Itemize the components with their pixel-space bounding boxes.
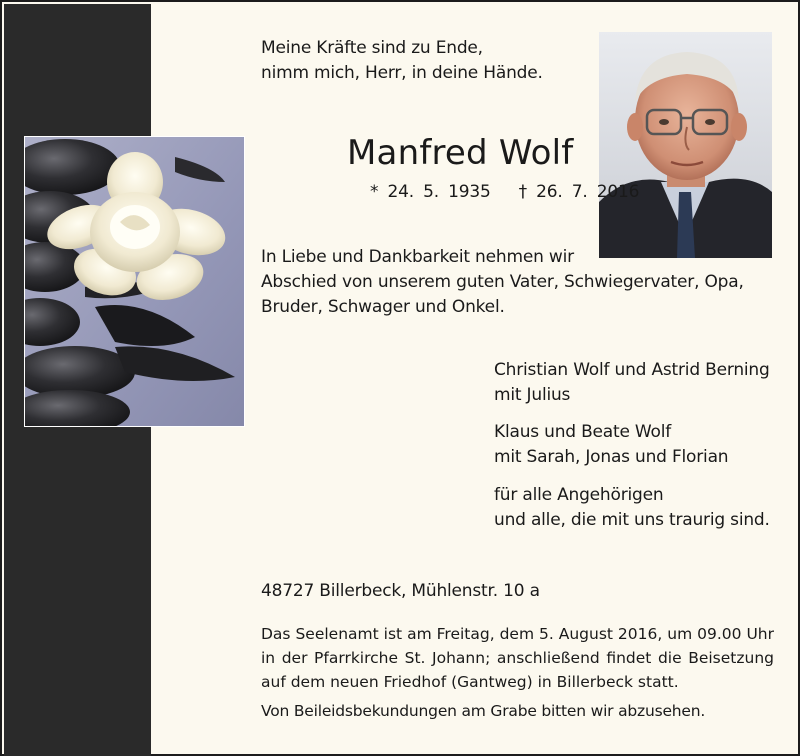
verse-line-2: nimm mich, Herr, in deine Hände.	[261, 63, 543, 83]
funeral-line-3: auf dem neuen Friedhof (Gantweg) in Billerbeck statt.	[261, 673, 679, 691]
funeral-line-1: Das Seelenamt ist am Freitag, dem 5. August 2016, um 09.00 Uhr	[261, 625, 774, 643]
family-line: und alle, die mit uns traurig sind.	[494, 510, 770, 530]
farewell-text	[261, 245, 744, 320]
death-date: † 26. 7. 2016	[518, 182, 640, 202]
family-group-1	[494, 358, 770, 408]
gardenia-flower-image	[24, 136, 245, 427]
farewell-line-3: Bruder, Schwager und Onkel.	[261, 297, 505, 317]
family-group-2	[494, 420, 728, 470]
verse-line-1: Meine Kräfte sind zu Ende,	[261, 38, 483, 58]
family-line: Klaus und Beate Wolf	[494, 422, 672, 442]
farewell-line-2: Abschied von unserem guten Vater, Schwiegervater, Opa,	[261, 272, 744, 292]
deceased-portrait	[599, 32, 772, 258]
funeral-notice	[261, 622, 774, 694]
verse	[261, 36, 543, 86]
life-dates	[370, 180, 639, 205]
birth-date: * 24. 5. 1935	[370, 182, 491, 202]
deceased-name: Manfred Wolf	[347, 133, 574, 173]
address: 48727 Billerbeck, Mühlenstr. 10 a	[261, 581, 540, 601]
family-line: Christian Wolf und Astrid Berning	[494, 360, 770, 380]
funeral-line-2: in der Pfarrkirche St. Johann; anschließend findet die Beisetzung	[261, 649, 774, 667]
farewell-line-1: In Liebe und Dankbarkeit nehmen wir	[261, 247, 574, 267]
family-line: für alle Angehörigen	[494, 485, 664, 505]
family-group-3	[494, 483, 770, 533]
family-line: mit Julius	[494, 385, 571, 405]
family-line: mit Sarah, Jonas und Florian	[494, 447, 729, 467]
condolence-note: Von Beileidsbekundungen am Grabe bitten wir abzusehen.	[261, 702, 706, 720]
